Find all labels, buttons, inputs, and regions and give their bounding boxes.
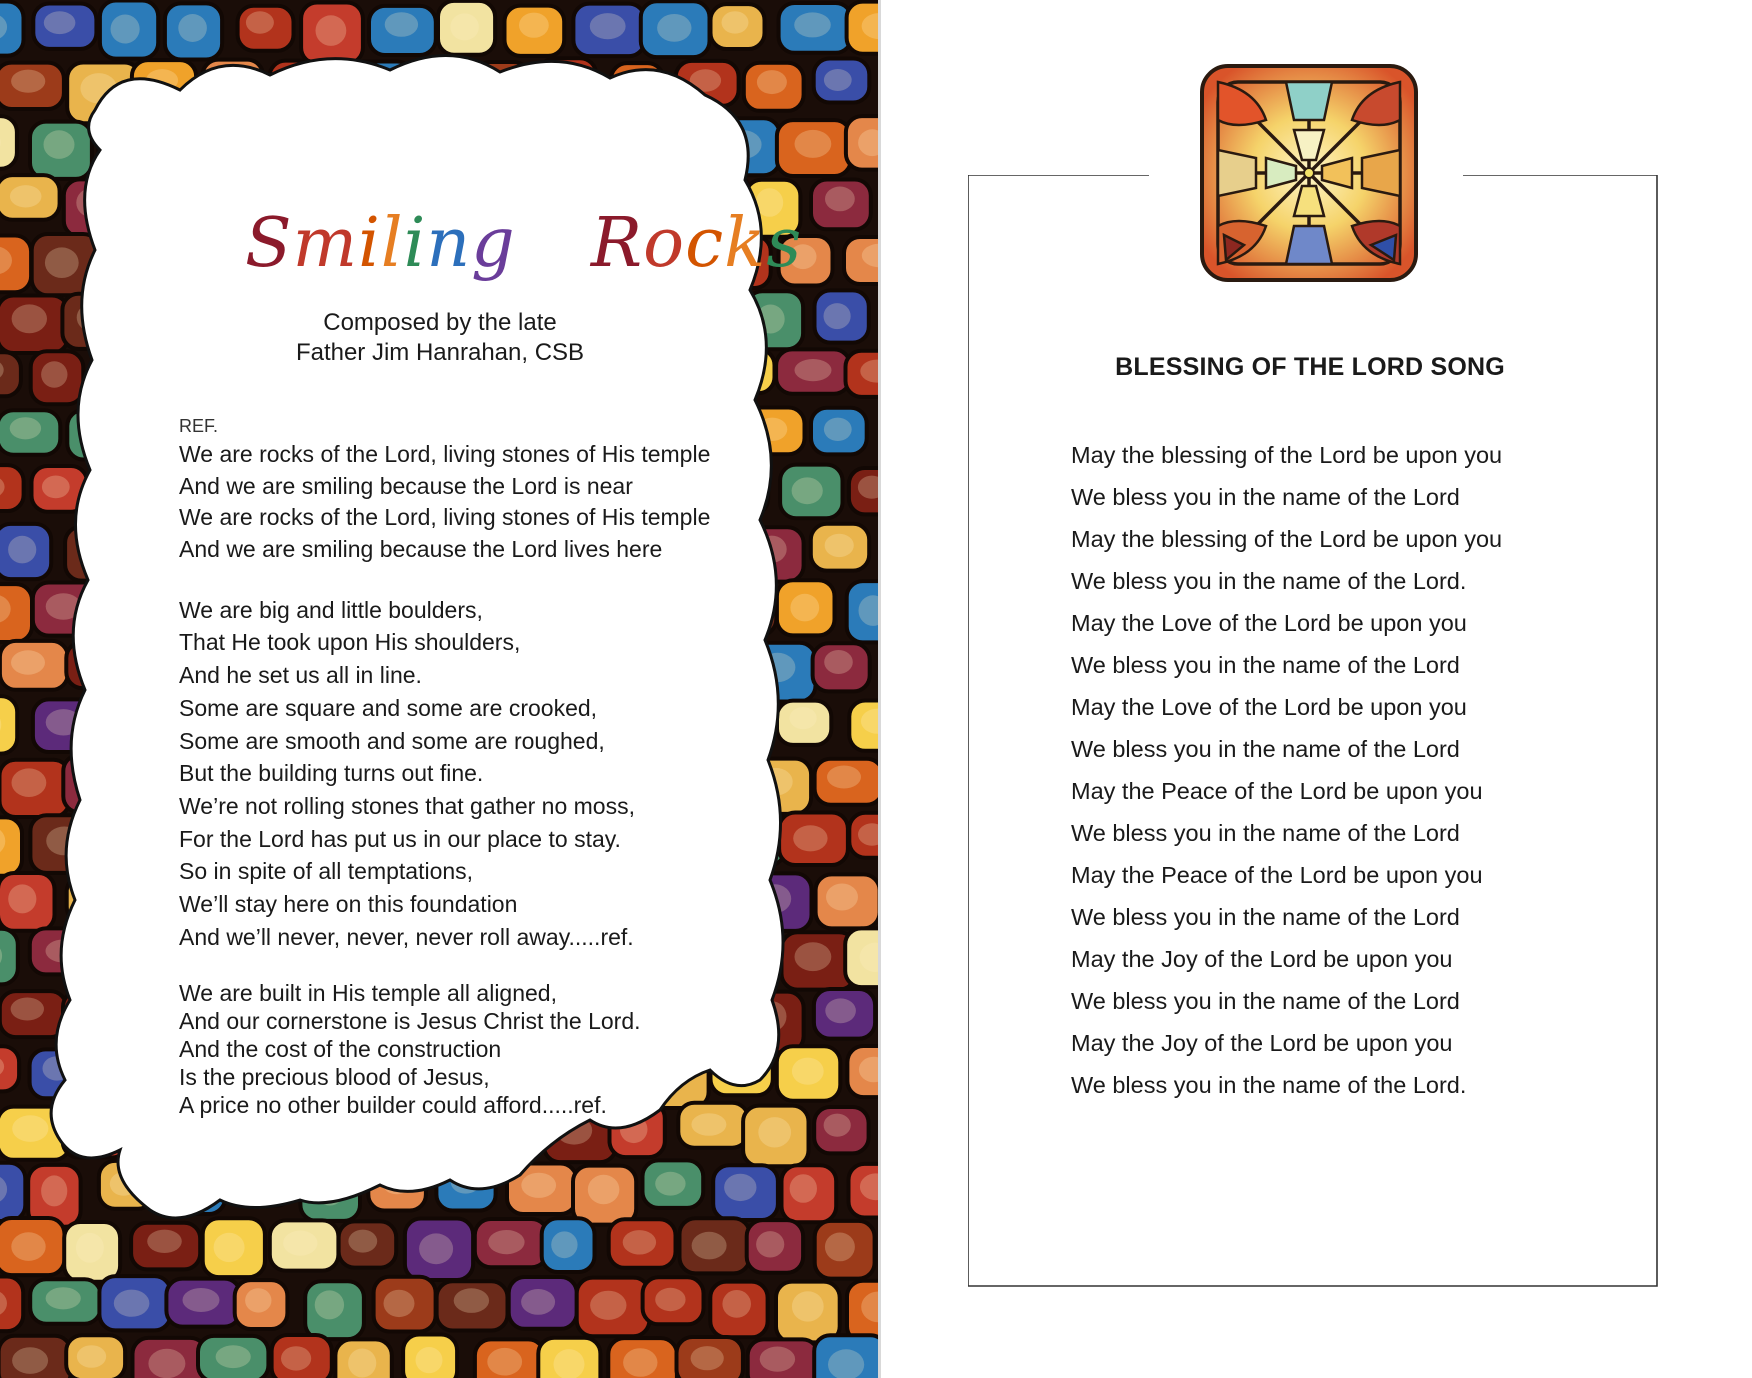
blessing-line: We bless you in the name of the Lord (1071, 484, 1460, 510)
verse-line: And our cornerstone is Jesus Christ the Lord. (179, 1008, 641, 1034)
blessing-line: May the Peace of the Lord be upon you (1071, 778, 1483, 804)
blessing-line: We bless you in the name of the Lord. (1071, 1072, 1467, 1098)
refrain-label: REF. (179, 416, 219, 436)
verse-line: Some are smooth and some are roughed, (179, 728, 605, 754)
verse-line: Some are square and some are crooked, (179, 695, 598, 721)
blessing-line: May the Love of the Lord be upon you (1071, 610, 1467, 636)
blessing-line: We bless you in the name of the Lord. (1071, 568, 1467, 594)
blessing-line: May the Peace of the Lord be upon you (1071, 862, 1483, 888)
refrain-line: And we are smiling because the Lord is near (179, 473, 633, 499)
composer-line-1: Composed by the late (323, 309, 557, 336)
title-word-rocks: Rocks (590, 204, 803, 283)
blessing-line: May the blessing of the Lord be upon you (1071, 442, 1503, 468)
blessing-line: We bless you in the name of the Lord (1071, 904, 1460, 930)
verse-line: And he set us all in line. (179, 662, 422, 688)
composer-line-2: Father Jim Hanrahan, CSB (295, 339, 585, 366)
blessing-line: We bless you in the name of the Lord (1071, 652, 1460, 678)
verse-line: Is the precious blood of Jesus, (179, 1064, 490, 1090)
blessing-line: May the Joy of the Lord be upon you (1071, 1030, 1453, 1056)
verse-line: We’re not rolling stones that gather no moss, (179, 793, 635, 819)
verse-line: But the building turns out fine. (179, 760, 484, 786)
frame-lines (968, 175, 1658, 1287)
refrain-line: And we are smiling because the Lord lives here (179, 536, 663, 562)
refrain-line: We are rocks of the Lord, living stones of His temple (179, 504, 711, 530)
blessing-line: We bless you in the name of the Lord (1071, 820, 1460, 846)
verse-line: A price no other builder could afford.....ref. (179, 1092, 607, 1118)
song-title (245, 204, 803, 283)
verse-line: That He took upon His shoulders, (179, 629, 521, 655)
verse-line: We’ll stay here on this foundation (179, 891, 518, 917)
blessing-line: We bless you in the name of the Lord (1071, 988, 1460, 1014)
blessing-line: May the Love of the Lord be upon you (1071, 694, 1467, 720)
blessing-frame (968, 175, 1658, 1287)
blessing-line: We bless you in the name of the Lord (1071, 736, 1460, 762)
verse-line: And we’ll never, never, never roll away.....ref. (179, 924, 634, 950)
blessing-line: May the blessing of the Lord be upon you (1071, 526, 1503, 552)
stained-glass-cross-emblem (1196, 60, 1422, 286)
verse-line: We are big and little boulders, (179, 597, 483, 623)
refrain-line: We are rocks of the Lord, living stones of His temple (179, 441, 711, 467)
blessing-song-title: BLESSING OF THE LORD SONG (1115, 353, 1505, 381)
title-word-smiling: Smiling (245, 204, 516, 283)
verse-line: For the Lord has put us in our place to stay. (179, 826, 621, 852)
verse-line: So in spite of all temptations, (179, 858, 474, 884)
verse-line: And the cost of the construction (179, 1036, 502, 1062)
verse-line: We are built in His temple all aligned, (179, 980, 557, 1006)
blessing-line: May the Joy of the Lord be upon you (1071, 946, 1453, 972)
page-divider (878, 0, 881, 1378)
